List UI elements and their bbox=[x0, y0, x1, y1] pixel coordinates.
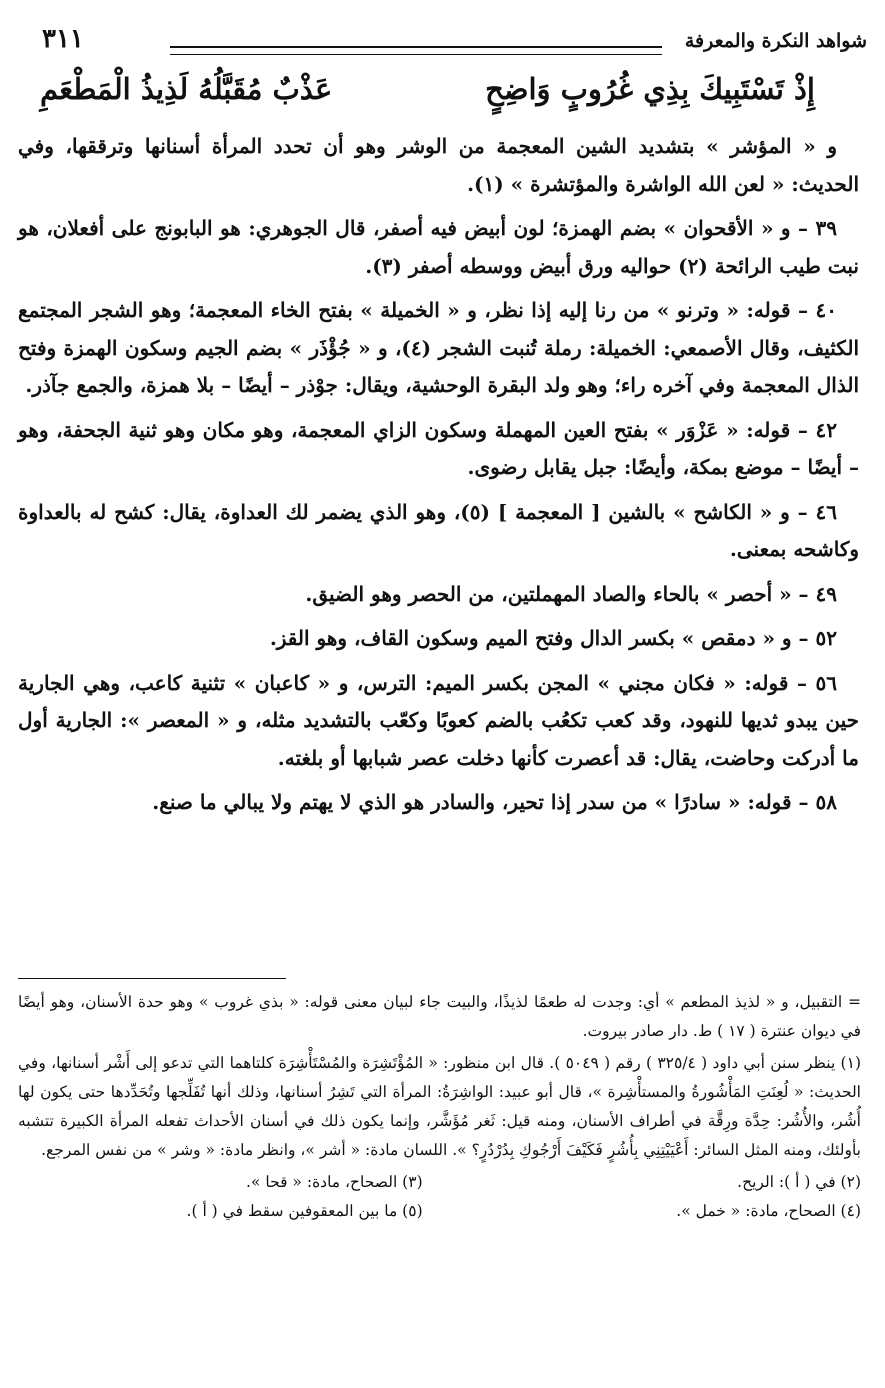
paragraph: ٤٩ – « أحصر » بالحاء والصاد المهملتين، من الحصر وهو الضيق. bbox=[305, 581, 837, 606]
header-double-rule bbox=[170, 46, 662, 55]
paragraph: ٥٨ – قوله: « سادرًا » من سدر إذا تحير، والسادر هو الذي لا يهتم ولا يبالي ما صنع. bbox=[152, 790, 837, 814]
verse-second-hemistich: عَذْبٌ مُقَبَّلُهُ لَذِيذُ الْمَطْعَمِ bbox=[40, 72, 333, 106]
footnote-row bbox=[18, 1168, 861, 1197]
paragraph: ٤٦ – و « الكاشح » بالشين [ المعجمة ] (٥)، وهو الذي يضمر لك العداوة، يقال: كشح له بالعداوة وكاشحه بمعنى. bbox=[18, 499, 859, 561]
paragraph: ٥٢ – و « دمقص » بكسر الدال وفتح الميم وسكون القاف، وهو القز. bbox=[269, 626, 837, 650]
footnote-separator bbox=[18, 978, 286, 979]
paragraph: ٥٦ – قوله: « فكان مجني » المجن بكسر الميم: الترس، و « كاعبان » تثنية كاعب، وهي الجارية حين يبدو ثديها للنهود، وقد كعب تكعُب بالضم كعوبًا وكعّب بالتشديد مثله، و « المعصر »: الجارية أول ما أدركت وحاضت، يقال: قد أعصرت كأنها دخلت عصر شبابها أو بلغته. bbox=[18, 670, 859, 770]
footnote-4: (٤) الصحاح، مادة: « خمل ». bbox=[676, 1202, 861, 1220]
footnote-continuation: = التقبيل، و « لذيذ المطعم » أي: وجدت له طعمًا لذيذًا، والبيت جاء لبيان معنى قوله: « بذي غروب » وهو حدة الأسنان، وهو أيضًا في ديوان عنترة ( ١٧ ) ط. دار صادر بيروت. bbox=[18, 993, 861, 1040]
footnotes bbox=[18, 988, 861, 1226]
paragraph: و « المؤشر » بتشديد الشين المعجمة من الوشر وهو أن تحدد المرأة أسنانها وترققها، وفي الحديث: « لعن الله الواشرة والمؤتشرة » (١). bbox=[18, 134, 859, 196]
footnote-2: (٢) في ( أ ): الريح. bbox=[737, 1173, 861, 1191]
footnote-1: (١) ينظر سنن أبي داود ( ٣٢٥/٤ ) رقم ( ٥٠٤٩ ). قال ابن منظور: « المُؤْتَشِرَة والمُسْتَأْشِرَة كلتاهما التي تدعو إلى أَشْر أسنانها، وفي الحديث: « لُعِنَتِ المَأْشُورةُ والمستأْشِرة »، قال أبو عبيد: الواشِرَةُ: المرأة التي تَشِرُ أسنانها، وذلك أنها تُفَلِّجها وتُحَدِّدها حتى يكون لها أُشُر، والأُشُر: حِدَّة ورِقَّة في أطراف الأسنان، ومنه قيل: ثَغر مُؤَشَّر، وإنما يكون ذلك في أسنان الأحداث تفعله المرأة الكبيرة تتشبه بأولئك، ومنه المثل السائر: أَعْيَيْتِنِي بِأُشُرٍ فَكَيْفَ أَرْجُوكِ بِدُرْدُرٍ؟ ». اللسان مادة: « أشر »، وانظر مادة: « وشر » من نفس المرجع. bbox=[18, 1054, 861, 1159]
footnote-3: (٣) الصحاح، مادة: « قحا ». bbox=[246, 1173, 423, 1191]
running-header bbox=[40, 20, 867, 60]
page-number: ٣١١ bbox=[42, 24, 84, 54]
paragraph: ٣٩ – و « الأقحوان » بضم الهمزة؛ لون أبيض فيه أصفر، قال الجوهري: هو البابونج على أفعلان، هو نبت طيب الرائحة (٢) حواليه ورق أبيض ووسطه أصفر (٣). bbox=[18, 216, 859, 278]
main-text bbox=[18, 128, 859, 829]
running-title: شواهد النكرة والمعرفة bbox=[684, 30, 867, 52]
footnote-5: (٥) ما بين المعقوفين سقط في ( أ ). bbox=[186, 1202, 423, 1220]
paragraph: ٤٠ – قوله: « وترنو » من رنا إليه إذا نظر، و « الخميلة » بفتح الخاء المعجمة؛ وهو الشجر المجتمع الكثيف، وقال الأصمعي: الخميلة: رملة تُنبت الشجر (٤)، و « جُؤْذَر » بضم الجيم وسكون الهمزة وفتح الذال المعجمة وفي آخره راء؛ وهو ولد البقرة الوحشية، ويقال: جوْذر – أيضًا – بلا همزة، والجمع جآذر. bbox=[18, 298, 860, 397]
verse-first-hemistich: إِذْ تَسْتَبِيكَ بِذِي غُرُوبٍ وَاضِحٍ bbox=[485, 72, 815, 106]
poetry-verse bbox=[40, 72, 815, 122]
paragraph: ٤٢ – قوله: « عَزْوَر » بفتح العين المهملة وسكون الزاي المعجمة، وهو مكان وهو ثنية الجحفة، وهو – أيضًا – موضع بمكة، وأيضًا: جبل يقابل رضوى. bbox=[18, 417, 859, 479]
footnote-row bbox=[18, 1197, 861, 1226]
